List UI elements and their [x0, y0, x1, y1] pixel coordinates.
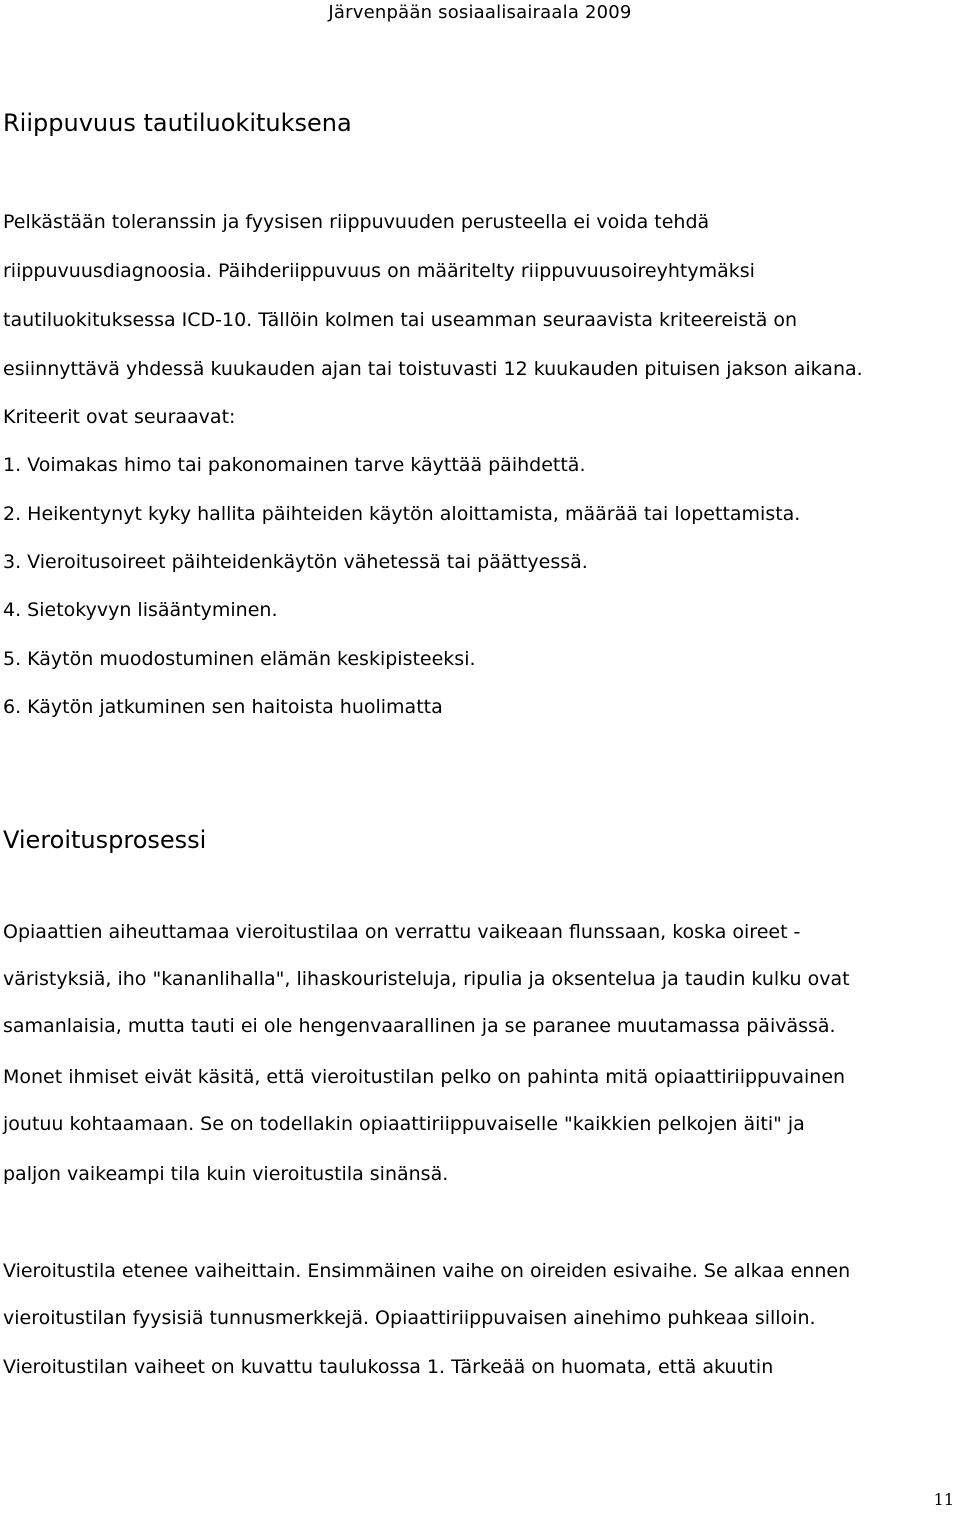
paragraph-line: Pelkästään toleranssin ja fyysisen riippuvuuden perusteella ei voida tehdä: [3, 211, 710, 233]
paragraph-line: vieroitustilan fyysisiä tunnusmerkkejä. Opiaattiriippuvaisen ainehimo puhkeaa silloin.: [3, 1307, 816, 1329]
section-heading-riippuvuus: Riippuvuus tautiluokituksena: [3, 109, 352, 137]
paragraph-line: Opiaattien aiheuttamaa vieroitustilaa on verrattu vaikeaan flunssaan, koska oireet -: [3, 921, 801, 943]
criteria-item: 2. Heikentynyt kyky hallita päihteiden käytön aloittamista, määrää tai lopettamista.: [3, 503, 801, 525]
criteria-item: 5. Käytön muodostuminen elämän keskipisteeksi.: [3, 648, 476, 670]
paragraph-line: paljon vaikeampi tila kuin vieroitustila sinänsä.: [3, 1163, 449, 1185]
paragraph-line: väristyksiä, iho "kananlihalla", lihaskouristeluja, ripulia ja oksentelua ja taudin kulku ovat: [3, 968, 850, 990]
criteria-item: 4. Sietokyvyn lisääntyminen.: [3, 599, 278, 621]
paragraph-line: tautiluokituksessa ICD-10. Tällöin kolmen tai useamman seuraavista kriteereistä on: [3, 309, 798, 331]
paragraph-line: Vieroitustila etenee vaiheittain. Ensimmäinen vaihe on oireiden esivaihe. Se alkaa ennen: [3, 1260, 851, 1282]
paragraph-line: joutuu kohtaamaan. Se on todellakin opiaattiriippuvaiselle "kaikkien pelkojen äiti" ja: [3, 1113, 805, 1135]
paragraph-line: Kriteerit ovat seuraavat:: [3, 406, 236, 428]
criteria-item: 1. Voimakas himo tai pakonomainen tarve käyttää päihdettä.: [3, 454, 586, 476]
criteria-item: 3. Vieroitusoireet päihteidenkäytön vähetessä tai päättyessä.: [3, 551, 588, 573]
running-header: Järvenpään sosiaalisairaala 2009: [328, 2, 632, 23]
paragraph-line: Vieroitustilan vaiheet on kuvattu taulukossa 1. Tärkeää on huomata, että akuutin: [3, 1356, 774, 1378]
paragraph-line: esiinnyttävä yhdessä kuukauden ajan tai toistuvasti 12 kuukauden pituisen jakson aikana.: [3, 358, 863, 380]
paragraph-line: samanlaisia, mutta tauti ei ole hengenvaarallinen ja se paranee muutamassa päivässä.: [3, 1015, 836, 1037]
page-number: 11: [933, 1490, 954, 1509]
paragraph-line: riippuvuusdiagnoosia. Päihderiippuvuus on määritelty riippuvuusoireyhtymäksi: [3, 260, 755, 282]
paragraph-line: Monet ihmiset eivät käsitä, että vieroitustilan pelko on pahinta mitä opiaattiriippuvainen: [3, 1066, 846, 1088]
criteria-item: 6. Käytön jatkuminen sen haitoista huolimatta: [3, 696, 443, 718]
section-heading-vieroitusprosessi: Vieroitusprosessi: [3, 826, 207, 854]
